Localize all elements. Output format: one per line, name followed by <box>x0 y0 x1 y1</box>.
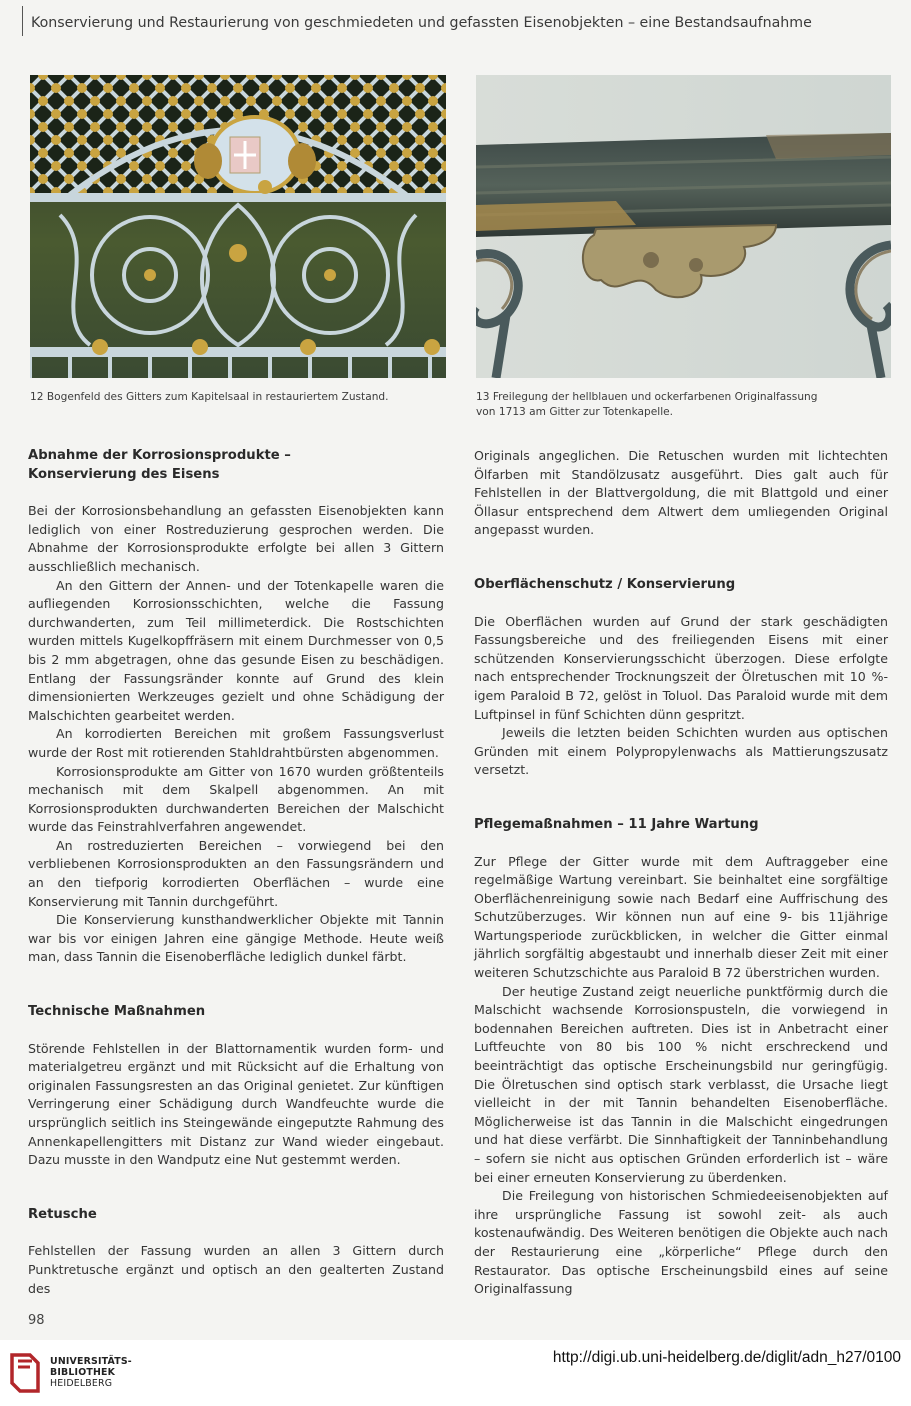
paragraph: Die Konservierung kunsthandwerklicher Objekte mit Tannin war bis vor einigen Jahren eine gängige Methode. Heute weiß man, dass Tannin die Eisenoberfläche lediglich dunkel färbt. <box>28 912 444 965</box>
page-number: 98 <box>28 1313 45 1328</box>
figure-13-caption <box>476 390 891 420</box>
section-heading-korrosion-line1: Abnahme der Korrosionsprodukte – <box>28 448 291 463</box>
section-heading-pflegemassnahmen: Pflegemaßnahmen – 11 Jahre Wartung <box>474 816 759 832</box>
right-column <box>474 447 888 1299</box>
section-heading-oberflaechenschutz: Oberflächenschutz / Konservierung <box>474 576 736 592</box>
paragraph: Der heutige Zustand zeigt neuerliche punktförmig durch die Malschicht wachsende Korrosionspusteln, die vorwiegend in bodennahen Bereichen auftreten. Dies ist in Anbetracht einer Luftfeuchte von 80 bis 100 % nicht erschreckend und beeinträchtigt das optische Erscheinungsbild nur geringfügig. Die Ölretuschen sind optisch stark verblasst, die Ursache liegt vielleicht in der mit Tannin behandelten Eisenoberfläche. Möglicherweise ist das Tannin in die Malschicht eingedrungen und hat diese verfärbt. Die Sinnhaftigkeit der Tanninbehandlung – sofern sie nicht aus optischen Gründen erforderlich ist – wäre bei einer erneuten Konservierung zu überdenken. <box>474 983 888 1185</box>
section-heading-retusche: Retusche <box>28 1206 97 1222</box>
section-heading-korrosion-line2: Konservierung des Eisens <box>28 466 220 482</box>
library-logo-line1: UNIVERSITÄTS- <box>50 1356 132 1367</box>
paragraph: Störende Fehlstellen in der Blattornamentik wurden form- und materialgetreu ergänzt und mit Rücksicht auf die Erhaltung von originalen Fassungsresten an das Original genietet. Zur künftigen Verringerung einer Schädigung durch Wandfeuchte wurde die ursprünglich seitlich ins Steingewände eingeputzte Rahmung des Annenkapellengitters mit Distanz zur Wand wieder eingebaut. Dazu musste in den Wandputz eine Nut gestemmt werden. <box>28 1040 444 1168</box>
section-heading-korrosion <box>28 447 444 484</box>
library-logo-line3: HEIDELBERG <box>50 1378 113 1389</box>
section-heading-technische-massnahmen: Technische Maßnahmen <box>28 1004 206 1020</box>
paragraph: An den Gittern der Annen- und der Totenkapelle waren die aufliegenden Korrosionsschichten, welche die Fassung durchwanderten, zum Teil millimeterdick. Die Rostschichten wurden mittels Kugelkopffräsern mit einem Durchmesser von 0,5 bis 2 mm abgetragen, ohne das gesunde Eisen zu beschädigen. Entlang der Fassungsränder konnte auf Grund des klein dimensionierten Werkzeuges gezielt und ohne Schädigung der Malschichten gearbeitet werden. <box>28 577 444 723</box>
paragraph: Die Oberflächen wurden auf Grund der stark geschädigten Fassungsbereiche und des freiliegenden Eisens mit einer schützenden Konservierungsschicht überzogen. Diese erfolgte nach entsprechender Trocknungszeit der Ölretuschen mit 10 %-igem Paraloid B 72, gelöst in Toluol. Das Paraloid wurde mit dem Luftpinsel in fünf Schichten dünn gespritzt. <box>474 613 888 722</box>
paragraph: Bei der Korrosionsbehandlung an gefassten Eisenobjekten kann lediglich von einer Rostreduzierung gesprochen werden. Die Abnahme der Korrosionsprodukte erfolgte bei allen 3 Gittern ausschließlich mechanisch. <box>28 503 444 574</box>
library-logo-text <box>50 1356 132 1389</box>
paragraph: Korrosionsprodukte am Gitter von 1670 wurden größtenteils mechanisch mit dem Skalpell abgenommen. An mit Korrosionsprodukten durchwanderten Bereichen der Malschicht wurde das Feinstrahlverfahren angewendet. <box>28 763 444 835</box>
figure-13-caption-line2: von 1713 am Gitter zur Totenkapelle. <box>476 406 674 418</box>
figure-12-caption: 12 Bogenfeld des Gitters zum Kapitelsaal in restauriertem Zustand. <box>30 391 389 403</box>
permalink-url[interactable]: http://digi.ub.uni-heidelberg.de/diglit/adn_h27/0100 <box>552 1349 901 1366</box>
paragraph: Fehlstellen der Fassung wurden an allen 3 Gittern durch Punktretusche ergänzt und optisch an den gealterten Zustand des <box>28 1243 444 1296</box>
library-logo-icon <box>8 1347 44 1397</box>
figure-13-caption-line1: 13 Freilegung der hellblauen und ockerfarbenen Originalfassung <box>476 391 818 403</box>
left-column <box>28 447 444 1298</box>
paragraph: An rostreduzierten Bereichen – vorwiegend bei den verbliebenen Korrosionsprodukten an den Fassungsrändern und an den tiefporig korrodierten Oberflächen – wurde eine Konservierung mit Tannin durchgeführt. <box>28 837 444 909</box>
figure-12-photo <box>30 75 446 378</box>
figure-13-photo <box>476 75 891 378</box>
paragraph: Jeweils die letzten beiden Schichten wurden aus optischen Gründen mit einem Polypropylenwachs als Mattierungszusatz versetzt. <box>474 725 888 778</box>
paragraph: Zur Pflege der Gitter wurde mit dem Auftraggeber eine regelmäßige Wartung vereinbart. Sie beinhaltet eine sorgfältige Oberflächenreinigung sowie nach Bedarf eine Auffrischung des Schutzüberzuges. Wir können nun auf eine 9- bis 11jährige Wartungsperiode zurückblicken, in welcher die Gitter einmal jährlich sorgfältig abgestaubt und innerhalb dieser Zeit mit einer weiteren Schutzschichte aus Paraloid B 72 überstrichen wurden. <box>474 853 888 981</box>
paragraph: Originals angeglichen. Die Retuschen wurden mit lichtechten Ölfarben mit Standölzusatz ausgeführt. Dies galt auch für Fehlstellen in der Blattvergoldung, die mit Blattgold und einer Öllasur entsprechend dem Altwert dem umliegenden Original angepasst wurden. <box>474 448 888 538</box>
paragraph: An korrodierten Bereichen mit großem Fassungsverlust wurde der Rost mit rotierenden Stahldrahtbürsten abgenommen. <box>28 726 444 760</box>
paragraph: Die Freilegung von historischen Schmiedeeisenobjekten auf ihre ursprüngliche Fassung ist sowohl zeit- als auch kostenaufwändig. Des Weiteren benötigen die Objekte auch nach der Restaurierung eine „körperliche“ Pflege durch den Restaurator. Das optische Erscheinungsbild eines auf seine Originalfassung <box>474 1188 888 1297</box>
library-logo-line2: BIBLIOTHEK <box>50 1367 116 1378</box>
running-title: Konservierung und Restaurierung von geschmiedeten und gefassten Eisenobjekten – eine Bestandsaufnahme <box>22 6 911 36</box>
